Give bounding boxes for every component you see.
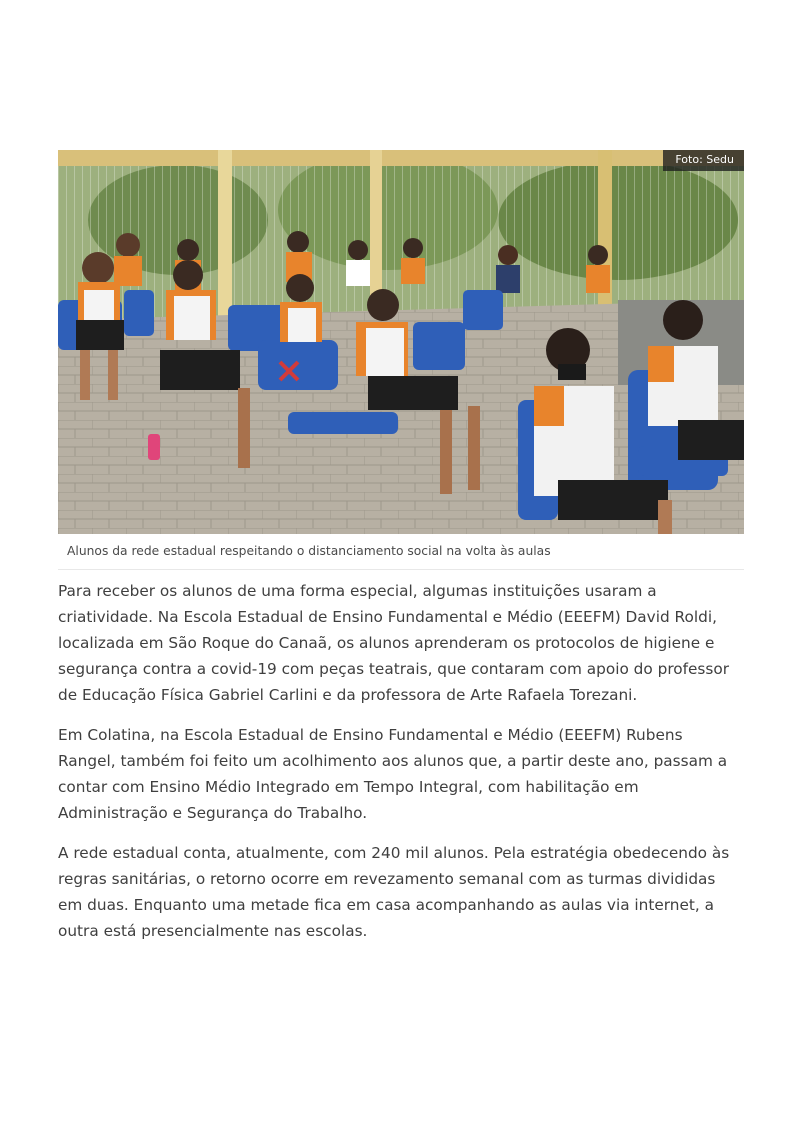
photo-caption: Alunos da rede estadual respeitando o distanciamento social na volta às aulas: [67, 544, 551, 558]
article-content: [58, 150, 744, 958]
paragraph-2: Em Colatina, na Escola Estadual de Ensino Fundamental e Médio (EEEFM) Rubens Rangel, também foi feito um acolhimento aos alunos que, a partir deste ano, passam a contar com Ensino Médio Integrado em Tempo Integral, com habilitação em Administração e Segurança do Trabalho.: [58, 726, 728, 822]
article-photo: [58, 150, 744, 534]
paragraph-3: A rede estadual conta, atualmente, com 240 mil alunos. Pela estratégia obedecendo às regras sanitárias, o retorno ocorre em revezamento semanal com as turmas divididas em duas. Enquanto uma metade fica em casa acompanhando as aulas via internet, a outra está presencialmente nas escolas.: [58, 844, 730, 940]
classroom-photo-illustration: [58, 150, 744, 534]
caption-divider: [58, 569, 744, 570]
article-figure: [58, 150, 744, 559]
paragraph-1: Para receber os alunos de uma forma especial, algumas instituições usaram a criatividade. Na Escola Estadual de Ensino Fundamental e Médio (EEEFM) David Roldi, localizada em São Roque do Canaã, os alunos aprenderam os protocolos de higiene e segurança contra a covid-19 com peças teatrais, que contaram com apoio do professor de Educação Física Gabriel Carlini e da professora de Arte Rafaela Torezani.: [58, 582, 730, 704]
photo-credit: Foto: Sedu: [663, 150, 744, 171]
article-body: [58, 578, 744, 944]
